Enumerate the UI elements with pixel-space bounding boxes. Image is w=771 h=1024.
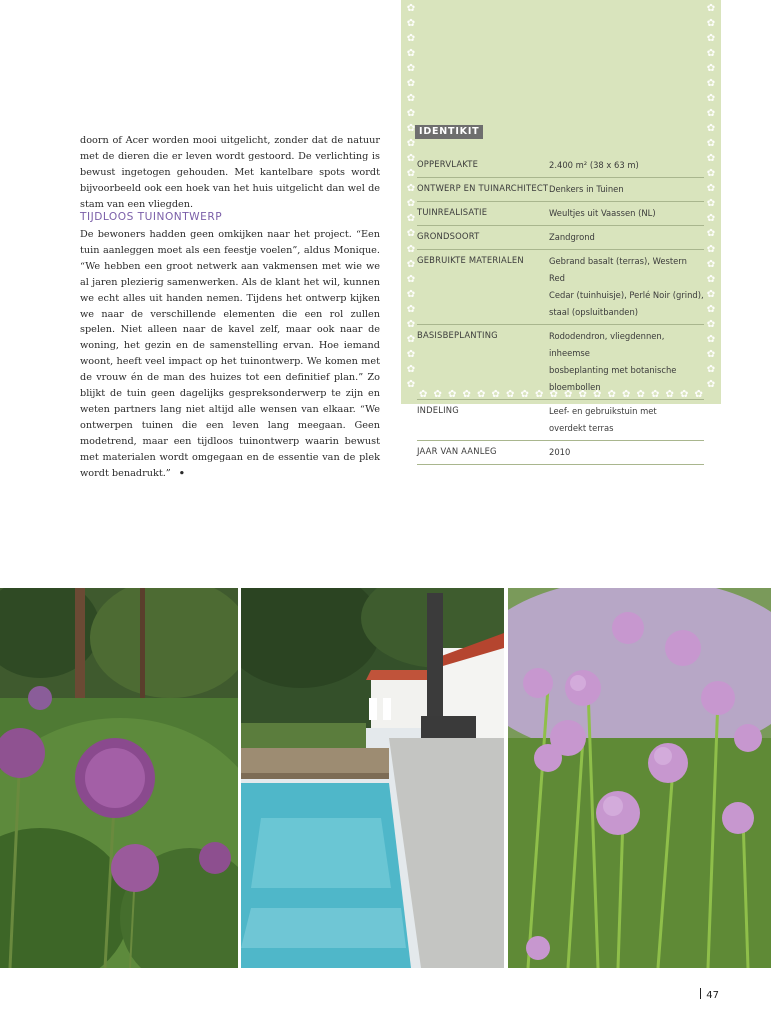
decorative-flower-icon: ✿ (491, 389, 500, 400)
decorative-flower-icon: ✿ (406, 93, 416, 105)
decorative-flower-icon: ✿ (706, 18, 716, 30)
decorative-flower-icon: ✿ (406, 153, 416, 165)
allium-photo-illustration (0, 588, 238, 968)
identikit-box (401, 0, 721, 457)
identikit-row (417, 441, 704, 465)
identikit-key: BASISBEPLANTING (417, 330, 498, 340)
page-number (700, 988, 719, 1001)
identikit-key: ONTWERP EN TUINARCHITECT (417, 183, 549, 193)
identikit-value (549, 400, 704, 440)
decorative-flower-icon: ✿ (406, 243, 416, 255)
decorative-flower-icon: ✿ (406, 258, 416, 270)
decorative-flower-icon: ✿ (419, 389, 428, 400)
decorative-flower-icon: ✿ (406, 138, 416, 150)
identikit-key: INDELING (417, 405, 459, 415)
identikit-value-line: Denkers in Tuinen (549, 184, 624, 194)
identikit-table (417, 154, 704, 465)
identikit-value (549, 202, 704, 225)
decorative-flower-icon: ✿ (406, 18, 416, 30)
decorative-flower-icon: ✿ (406, 48, 416, 60)
decorative-flower-icon: ✿ (578, 389, 587, 400)
identikit-value-line: Leef- en gebruikstuin met (549, 406, 657, 416)
decorative-flower-icon: ✿ (406, 78, 416, 90)
photo-chive-flowers (508, 588, 771, 968)
paragraph-text: De bewoners hadden geen omkijken naar het project. “Een tuin aanleggen moet als een feestje voelen”, aldus Monique. “We hebben een groot netwerk aan vakmensen met wie we al jaren plezierig samenwerken. Als de klant het wil, kunnen we echt alles uit handen nemen. Tijdens het ontwerp kijken we naar de verschillende elementen die een rol zullen spelen. Niet alleen naar de kavel zelf, maar ook naar de woning, het gezin en de samenstelling ervan. Hoe iemand woont, heeft veel impact op het tuinontwerp. We komen met de vrouw én de man des huizes tot een definitief plan.” Zo blijkt de tuin geen dagelijks gespreksonderwerp te zijn en weten partners lang niet altijd alle wensen van elkaar. “We ontwerpen tuinen die een leven lang meegaan. Geen modetrend, maar een tijdloos tuinontwerp waarin bewust met materialen wordt omgegaan en de essentie van de plek wordt benadrukt.” (80, 229, 380, 479)
decorative-flower-icon: ✿ (549, 389, 558, 400)
decorative-flower-icon: ✿ (448, 389, 457, 400)
decorative-flower-icon: ✿ (406, 288, 416, 300)
decorative-flower-icon: ✿ (506, 389, 515, 400)
decorative-flower-icon: ✿ (706, 108, 716, 120)
decorative-flower-icon: ✿ (406, 183, 416, 195)
decorative-flower-icon: ✿ (406, 273, 416, 285)
identikit-value-line: Cedar (tuinhuisje), Perlé Noir (grind), (549, 290, 704, 300)
decorative-flower-icon: ✿ (706, 378, 716, 390)
decorative-flower-icon: ✿ (622, 389, 631, 400)
identikit-value-line: overdekt terras (549, 423, 614, 433)
identikit-key: GEBRUIKTE MATERIALEN (417, 255, 524, 265)
identikit-row (417, 178, 704, 202)
identikit-value-line: bloembollen (549, 382, 601, 392)
decorative-flower-icon: ✿ (706, 33, 716, 45)
identikit-value-line: Zandgrond (549, 232, 595, 242)
decorative-flower-icon: ✿ (593, 389, 602, 400)
identikit-value-line: 2.400 m² (38 x 63 m) (549, 160, 639, 170)
decorative-flower-icon: ✿ (406, 363, 416, 375)
decorative-flower-icon: ✿ (564, 389, 573, 400)
decorative-flower-icon: ✿ (706, 138, 716, 150)
decorative-flower-icon: ✿ (433, 389, 442, 400)
photo-allium-flowers (0, 588, 238, 968)
decorative-flower-icon: ✿ (706, 333, 716, 345)
decorative-flower-icon: ✿ (406, 213, 416, 225)
decorative-flower-icon: ✿ (665, 389, 674, 400)
identikit-title: IDENTIKIT (415, 125, 483, 139)
decorative-flower-icon: ✿ (706, 183, 716, 195)
decorative-flower-icon: ✿ (406, 123, 416, 135)
decorative-flower-icon: ✿ (706, 258, 716, 270)
paragraph-text: doorn of Acer worden mooi uitgelicht, zonder dat de natuur met de dieren die er leven wordt gestoord. De verlichting is bewust ingetogen gehouden. Met kantelbare spots wordt bijvoorbeeld ook een hoek van het huis uitgelicht dan wel de stam van een vliegden. (80, 135, 380, 210)
identikit-row (417, 250, 704, 325)
decorative-flower-icon: ✿ (706, 303, 716, 315)
decorative-border-left (404, 4, 418, 390)
decorative-flower-icon: ✿ (406, 348, 416, 360)
identikit-value-line: Rododendron, vliegdennen, inheemse (549, 331, 665, 358)
section-heading: TIJDLOOS TUINONTWERP (80, 211, 223, 223)
decorative-flower-icon: ✿ (406, 318, 416, 330)
identikit-key: OPPERVLAKTE (417, 159, 479, 169)
identikit-row (417, 400, 704, 441)
end-mark: • (178, 467, 185, 479)
identikit-value-line: staal (opsluitbanden) (549, 307, 639, 317)
decorative-flower-icon: ✿ (706, 48, 716, 60)
identikit-value-line: Weultjes uit Vaassen (NL) (549, 208, 656, 218)
decorative-flower-icon: ✿ (535, 389, 544, 400)
identikit-value (549, 178, 704, 201)
decorative-flower-icon: ✿ (680, 389, 689, 400)
decorative-flower-icon: ✿ (406, 333, 416, 345)
article-paragraph-1 (80, 133, 380, 213)
decorative-flower-icon: ✿ (406, 63, 416, 75)
identikit-value-line: bosbeplanting met botanische (549, 365, 677, 375)
decorative-flower-icon: ✿ (706, 213, 716, 225)
decorative-flower-icon: ✿ (520, 389, 529, 400)
identikit-value-line: 2010 (549, 447, 571, 457)
decorative-flower-icon: ✿ (406, 33, 416, 45)
identikit-row (417, 325, 704, 400)
decorative-flower-icon: ✿ (406, 108, 416, 120)
decorative-flower-icon: ✿ (706, 123, 716, 135)
decorative-flower-icon: ✿ (406, 198, 416, 210)
identikit-value (549, 250, 704, 324)
decorative-flower-icon: ✿ (462, 389, 471, 400)
decorative-flower-icon: ✿ (651, 389, 660, 400)
decorative-flower-icon: ✿ (607, 389, 616, 400)
decorative-flower-icon: ✿ (706, 198, 716, 210)
decorative-flower-icon: ✿ (706, 228, 716, 240)
identikit-value-line: Gebrand basalt (terras), Western Red (549, 256, 687, 283)
identikit-key: TUINREALISATIE (417, 207, 488, 217)
page-number-text: 47 (706, 990, 719, 1001)
decorative-flower-icon: ✿ (406, 168, 416, 180)
identikit-value (549, 325, 704, 399)
decorative-flower-icon: ✿ (706, 363, 716, 375)
identikit-value (549, 226, 704, 249)
decorative-flower-icon: ✿ (406, 3, 416, 14)
photo-pool-garden (241, 588, 504, 968)
decorative-flower-icon: ✿ (706, 153, 716, 165)
identikit-value (549, 441, 704, 464)
decorative-flower-icon: ✿ (706, 78, 716, 90)
page-number-divider (700, 988, 701, 999)
identikit-key: GRONDSOORT (417, 231, 480, 241)
identikit-key: JAAR VAN AANLEG (417, 446, 497, 456)
decorative-flower-icon: ✿ (706, 318, 716, 330)
identikit-row (417, 226, 704, 250)
decorative-flower-icon: ✿ (406, 303, 416, 315)
decorative-flower-icon: ✿ (706, 63, 716, 75)
chive-photo-illustration (508, 588, 771, 968)
decorative-flower-icon: ✿ (706, 168, 716, 180)
decorative-flower-icon: ✿ (406, 228, 416, 240)
decorative-flower-icon: ✿ (706, 348, 716, 360)
identikit-value (549, 154, 704, 177)
decorative-flower-icon: ✿ (706, 93, 716, 105)
decorative-flower-icon: ✿ (636, 389, 645, 400)
decorative-flower-icon: ✿ (477, 389, 486, 400)
decorative-flower-icon: ✿ (706, 273, 716, 285)
pool-photo-illustration (241, 588, 504, 968)
decorative-flower-icon: ✿ (706, 3, 716, 14)
article-paragraph-2 (80, 227, 380, 482)
identikit-row (417, 154, 704, 178)
decorative-flower-icon: ✿ (706, 288, 716, 300)
decorative-flower-icon: ✿ (406, 378, 416, 390)
identikit-row (417, 202, 704, 226)
decorative-flower-icon: ✿ (706, 243, 716, 255)
decorative-flower-icon: ✿ (694, 389, 703, 400)
decorative-border-right (704, 4, 718, 390)
